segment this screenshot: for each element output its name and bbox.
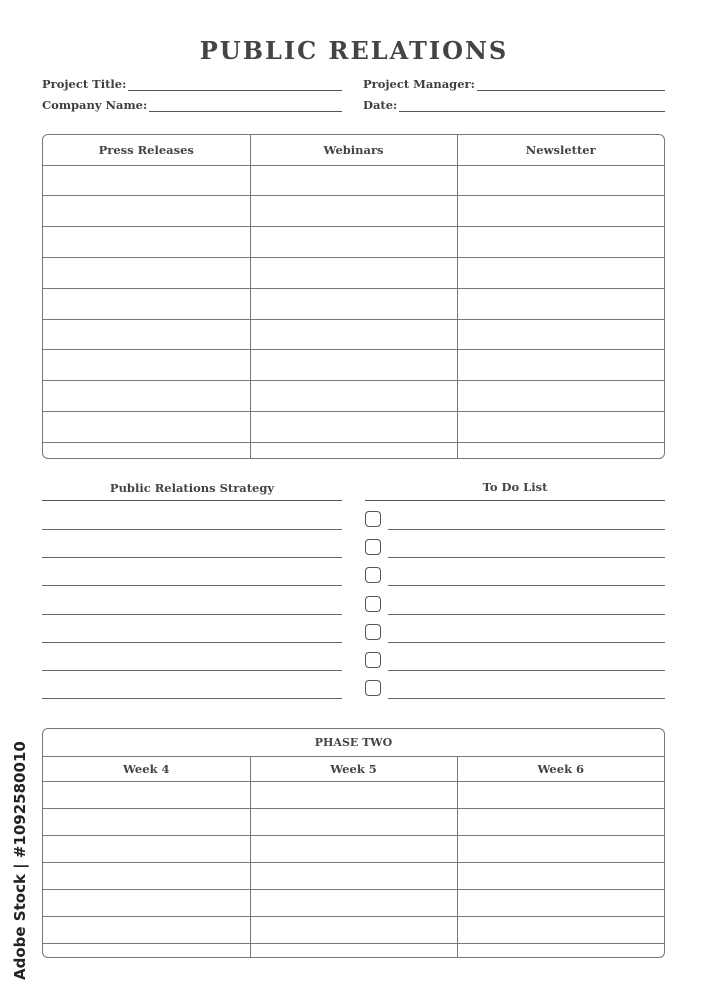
phase-two-cell[interactable] xyxy=(250,781,457,808)
strategy-line[interactable] xyxy=(42,529,342,530)
top-table-cell[interactable] xyxy=(250,381,457,412)
phase-two-row xyxy=(43,943,664,957)
todo-line[interactable] xyxy=(388,670,665,671)
project-manager-line[interactable] xyxy=(477,78,665,91)
top-table xyxy=(43,135,664,458)
header-week-4: Week 4 xyxy=(43,757,250,781)
company-name-line[interactable] xyxy=(149,99,342,112)
top-table-cell[interactable] xyxy=(250,350,457,381)
top-table-cell[interactable] xyxy=(250,227,457,258)
phase-two-cell[interactable] xyxy=(43,862,250,889)
phase-two-cell[interactable] xyxy=(250,916,457,943)
top-table-cell[interactable] xyxy=(457,442,664,458)
strategy-line[interactable] xyxy=(42,557,342,558)
top-table-row xyxy=(43,381,664,412)
top-table-cell[interactable] xyxy=(43,227,250,258)
phase-two-row xyxy=(43,889,664,916)
phase-two-row xyxy=(43,808,664,835)
header-press-releases: Press Releases xyxy=(43,135,250,165)
strategy-line[interactable] xyxy=(42,670,342,671)
top-table-row xyxy=(43,196,664,227)
phase-two-cell[interactable] xyxy=(457,835,664,862)
phase-two-cell[interactable] xyxy=(457,889,664,916)
top-table-cell[interactable] xyxy=(250,412,457,443)
todo-line[interactable] xyxy=(388,642,665,643)
phase-two-row xyxy=(43,916,664,943)
todo-checkbox[interactable] xyxy=(365,511,381,527)
todo-line[interactable] xyxy=(388,585,665,586)
top-table-cell[interactable] xyxy=(457,165,664,196)
top-table-cell[interactable] xyxy=(457,319,664,350)
phase-two-cell[interactable] xyxy=(457,916,664,943)
top-table-cell[interactable] xyxy=(43,165,250,196)
phase-two-cell[interactable] xyxy=(250,862,457,889)
phase-two-box xyxy=(42,728,665,958)
top-table-row xyxy=(43,257,664,288)
todo-checkbox[interactable] xyxy=(365,680,381,696)
stock-stamp: Adobe Stock | #1092580010 xyxy=(11,741,29,980)
top-table-cell[interactable] xyxy=(43,288,250,319)
top-table-cell[interactable] xyxy=(457,288,664,319)
phase-two-cell[interactable] xyxy=(250,943,457,957)
todo-heading-rule xyxy=(365,500,665,501)
top-table-cell[interactable] xyxy=(250,196,457,227)
top-table-row xyxy=(43,288,664,319)
phase-two-row xyxy=(43,781,664,808)
project-manager-field[interactable] xyxy=(363,77,665,91)
top-table-row xyxy=(43,227,664,258)
phase-two-cell[interactable] xyxy=(43,889,250,916)
todo-line[interactable] xyxy=(388,614,665,615)
top-table-cell[interactable] xyxy=(43,350,250,381)
strategy-heading-rule xyxy=(42,500,342,501)
phase-two-cell[interactable] xyxy=(457,943,664,957)
todo-checkbox[interactable] xyxy=(365,624,381,640)
todo-line[interactable] xyxy=(388,698,665,699)
top-table-cell[interactable] xyxy=(250,319,457,350)
company-name-label: Company Name: xyxy=(42,98,148,112)
phase-two-row xyxy=(43,862,664,889)
top-table-cell[interactable] xyxy=(457,196,664,227)
top-table-row xyxy=(43,350,664,381)
top-table-cell[interactable] xyxy=(43,196,250,227)
phase-two-cell[interactable] xyxy=(457,808,664,835)
phase-two-heading: PHASE TWO xyxy=(43,729,664,757)
strategy-line[interactable] xyxy=(42,642,342,643)
phase-two-cell[interactable] xyxy=(250,835,457,862)
top-table-cell[interactable] xyxy=(43,442,250,458)
todo-checkbox[interactable] xyxy=(365,567,381,583)
todo-checkbox[interactable] xyxy=(365,652,381,668)
page-title: PUBLIC RELATIONS xyxy=(199,36,509,65)
top-table-cell[interactable] xyxy=(43,381,250,412)
top-table-row xyxy=(43,442,664,458)
date-field[interactable] xyxy=(363,98,665,112)
phase-two-cell[interactable] xyxy=(43,835,250,862)
todo-heading: To Do List xyxy=(482,480,548,494)
top-table-cell[interactable] xyxy=(43,319,250,350)
phase-two-cell[interactable] xyxy=(43,781,250,808)
top-table-cell[interactable] xyxy=(43,257,250,288)
top-table-cell[interactable] xyxy=(43,412,250,443)
date-label: Date: xyxy=(363,98,398,112)
project-manager-label: Project Manager: xyxy=(363,77,475,91)
top-table-cell[interactable] xyxy=(250,442,457,458)
strategy-line[interactable] xyxy=(42,585,342,586)
strategy-heading: Public Relations Strategy xyxy=(109,481,275,495)
header-week-5: Week 5 xyxy=(250,757,457,781)
top-table-cell[interactable] xyxy=(457,381,664,412)
strategy-line[interactable] xyxy=(42,614,342,615)
top-table-cell[interactable] xyxy=(457,412,664,443)
top-table-row xyxy=(43,412,664,443)
top-table-cell[interactable] xyxy=(250,257,457,288)
header-week-6: Week 6 xyxy=(457,757,664,781)
phase-two-table xyxy=(43,757,664,957)
header-webinars: Webinars xyxy=(250,135,457,165)
header-newsletter: Newsletter xyxy=(457,135,664,165)
phase-two-row xyxy=(43,835,664,862)
todo-checkbox[interactable] xyxy=(365,596,381,612)
top-table-box xyxy=(42,134,665,459)
top-table-cell[interactable] xyxy=(457,257,664,288)
todo-line[interactable] xyxy=(388,557,665,558)
top-table-row xyxy=(43,319,664,350)
company-name-field[interactable] xyxy=(42,98,342,112)
top-table-cell[interactable] xyxy=(250,288,457,319)
top-table-cell[interactable] xyxy=(250,165,457,196)
phase-two-cell[interactable] xyxy=(43,808,250,835)
phase-two-cell[interactable] xyxy=(250,889,457,916)
project-title-field[interactable] xyxy=(42,77,342,91)
top-table-row xyxy=(43,165,664,196)
phase-two-cell[interactable] xyxy=(43,943,250,957)
strategy-line[interactable] xyxy=(42,698,342,699)
project-title-label: Project Title: xyxy=(42,77,127,91)
phase-two-cell[interactable] xyxy=(43,916,250,943)
todo-checkbox[interactable] xyxy=(365,539,381,555)
top-table-cell[interactable] xyxy=(457,227,664,258)
phase-two-cell[interactable] xyxy=(457,862,664,889)
project-title-line[interactable] xyxy=(128,78,342,91)
phase-two-cell[interactable] xyxy=(250,808,457,835)
top-table-cell[interactable] xyxy=(457,350,664,381)
todo-line[interactable] xyxy=(388,529,665,530)
date-line[interactable] xyxy=(399,99,665,112)
phase-two-cell[interactable] xyxy=(457,781,664,808)
